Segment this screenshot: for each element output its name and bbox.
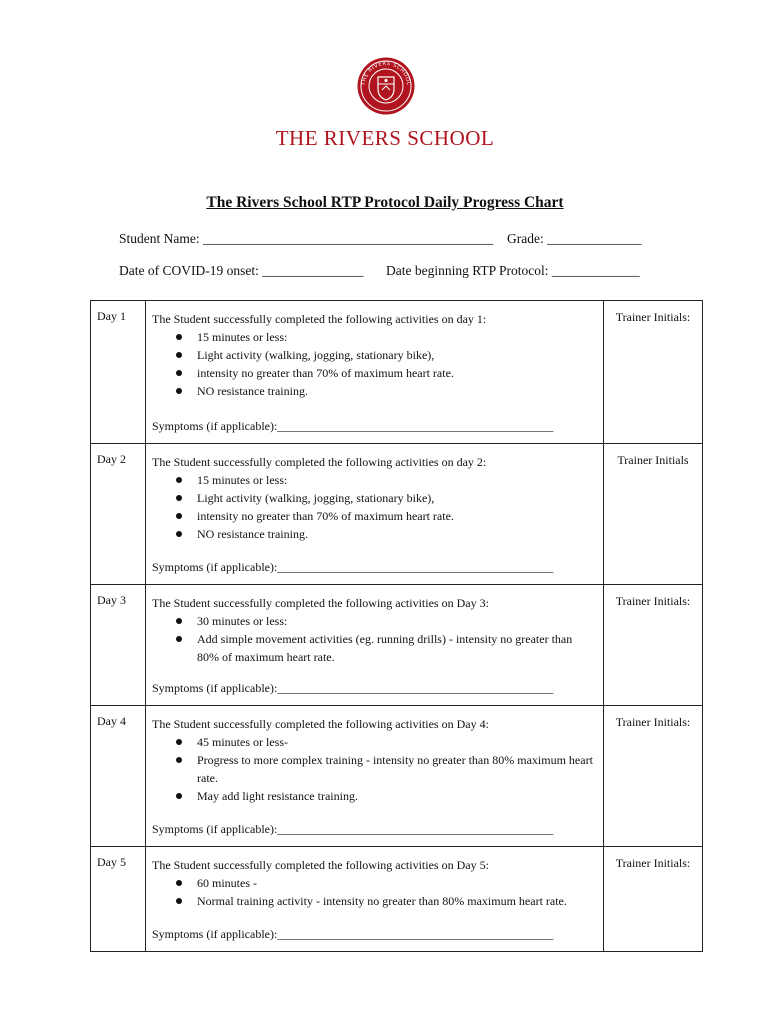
- activities-intro: The Student successfully completed the following activities on day 2:: [152, 455, 487, 469]
- trainer-initials-field[interactable]: Trainer Initials:: [604, 585, 703, 706]
- page-title: The Rivers School RTP Protocol Daily Progress Chart: [206, 194, 564, 211]
- day-label: Day 5: [91, 847, 146, 952]
- day-label: Day 4: [91, 706, 146, 847]
- rtp-begin-date-field[interactable]: Date beginning RTP Protocol: _____________: [386, 263, 640, 278]
- day-row: [91, 444, 703, 585]
- student-name-field[interactable]: Student Name: ___________________________________________: [119, 231, 494, 246]
- activity-item: 30 minutes or less:: [197, 612, 597, 630]
- symptoms-field[interactable]: Symptoms (if applicable):______________________________________________: [152, 681, 554, 695]
- activities-cell: [146, 847, 604, 952]
- activities-intro: The Student successfully completed the following activities on day 1:: [152, 312, 487, 326]
- activity-list: [152, 328, 597, 400]
- activity-item: intensity no greater than 70% of maximum heart rate.: [197, 364, 597, 382]
- grade-field[interactable]: Grade: ______________: [507, 231, 642, 246]
- day-row: [91, 847, 703, 952]
- activities-intro: The Student successfully completed the following activities on Day 5:: [152, 858, 489, 872]
- school-name: THE RIVERS SCHOOL: [275, 126, 495, 150]
- activity-item: 15 minutes or less:: [197, 328, 597, 346]
- activity-item: Add simple movement activities (eg. running drills) - intensity no greater than 80% of maximum heart rate.: [197, 630, 597, 666]
- activity-item: Light activity (walking, jogging, stationary bike),: [197, 489, 597, 507]
- covid-onset-date-field[interactable]: Date of COVID-19 onset: _______________: [119, 263, 364, 278]
- activities-intro: The Student successfully completed the following activities on Day 3:: [152, 596, 489, 610]
- day-row: [91, 585, 703, 706]
- day-label: Day 1: [91, 301, 146, 444]
- activity-list: [152, 733, 597, 805]
- activity-item: intensity no greater than 70% of maximum heart rate.: [197, 507, 597, 525]
- activity-item: Normal training activity - intensity no greater than 80% maximum heart rate.: [197, 892, 597, 910]
- activities-cell: [146, 301, 604, 444]
- day-row: [91, 301, 703, 444]
- activity-item: Light activity (walking, jogging, stationary bike),: [197, 346, 597, 364]
- activity-item: 45 minutes or less-: [197, 733, 597, 751]
- activity-item: Progress to more complex training - intensity no greater than 80% maximum heart rate.: [197, 751, 597, 787]
- activities-cell: [146, 444, 604, 585]
- trainer-initials-field[interactable]: Trainer Initials:: [604, 706, 703, 847]
- activity-list: [152, 471, 597, 543]
- activities-intro: The Student successfully completed the following activities on Day 4:: [152, 717, 489, 731]
- symptoms-field[interactable]: Symptoms (if applicable):______________________________________________: [152, 822, 554, 836]
- trainer-initials-field[interactable]: Trainer Initials:: [604, 847, 703, 952]
- activities-cell: [146, 706, 604, 847]
- symptoms-field[interactable]: Symptoms (if applicable):______________________________________________: [152, 560, 554, 574]
- trainer-initials-field[interactable]: Trainer Initials: [604, 444, 703, 585]
- activity-item: NO resistance training.: [197, 382, 597, 400]
- trainer-initials-field[interactable]: Trainer Initials:: [604, 301, 703, 444]
- svg-text:THE RIVERS SCHOOL: THE RIVERS SCHOOL: [360, 60, 412, 86]
- symptoms-field[interactable]: Symptoms (if applicable):______________________________________________: [152, 927, 554, 941]
- activity-item: 15 minutes or less:: [197, 471, 597, 489]
- activity-list: [152, 874, 597, 910]
- progress-chart-table: [90, 300, 703, 952]
- activities-cell: [146, 585, 604, 706]
- school-seal-logo: [356, 56, 416, 116]
- activity-item: NO resistance training.: [197, 525, 597, 543]
- day-row: [91, 706, 703, 847]
- day-label: Day 3: [91, 585, 146, 706]
- day-label: Day 2: [91, 444, 146, 585]
- activity-item: 60 minutes -: [197, 874, 597, 892]
- activity-list: [152, 612, 597, 666]
- symptoms-field[interactable]: Symptoms (if applicable):______________________________________________: [152, 419, 554, 433]
- activity-item: May add light resistance training.: [197, 787, 597, 805]
